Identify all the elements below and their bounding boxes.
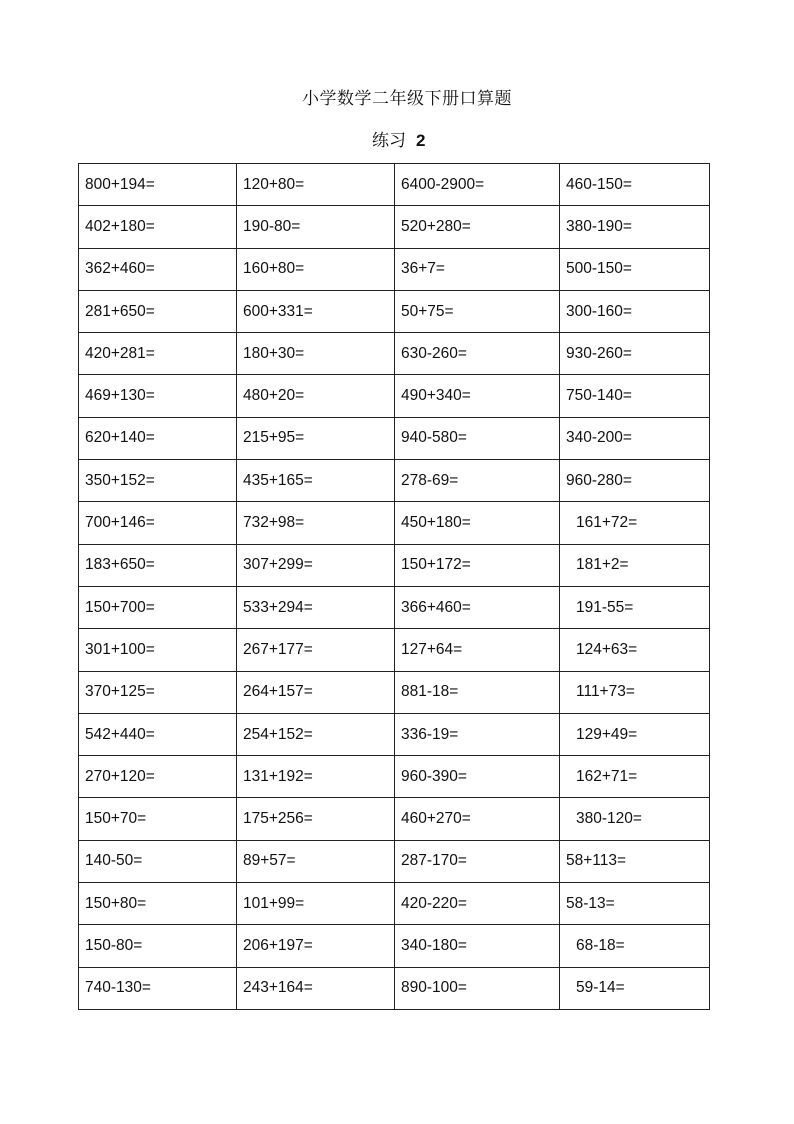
problem-cell: 150+70=	[79, 798, 237, 840]
problem-cell: 307+299=	[237, 544, 395, 586]
problem-cell: 120+80=	[237, 164, 395, 206]
problem-cell: 175+256=	[237, 798, 395, 840]
problem-cell: 301+100=	[79, 629, 237, 671]
problem-cell: 162+71=	[560, 756, 710, 798]
problem-cell: 58-13=	[560, 883, 710, 925]
problem-cell: 129+49=	[560, 713, 710, 755]
problem-cell: 380-120=	[560, 798, 710, 840]
problem-cell: 6400-2900=	[395, 164, 560, 206]
problem-cell: 36+7=	[395, 248, 560, 290]
problem-cell: 370+125=	[79, 671, 237, 713]
grid-row	[79, 798, 710, 840]
problem-cell: 181+2=	[560, 544, 710, 586]
problem-cell: 254+152=	[237, 713, 395, 755]
grid-row	[79, 375, 710, 417]
problem-cell: 68-18=	[560, 925, 710, 967]
problem-cell: 140-50=	[79, 840, 237, 882]
problem-cell: 750-140=	[560, 375, 710, 417]
problem-cell: 160+80=	[237, 248, 395, 290]
grid-row	[79, 460, 710, 502]
exercise-heading	[372, 126, 425, 151]
problem-cell: 542+440=	[79, 713, 237, 755]
problem-cell: 366+460=	[395, 586, 560, 628]
problem-cell: 264+157=	[237, 671, 395, 713]
problem-cell: 150-80=	[79, 925, 237, 967]
grid-row	[79, 925, 710, 967]
problem-cell: 700+146=	[79, 502, 237, 544]
problem-cell: 206+197=	[237, 925, 395, 967]
problem-cell: 287-170=	[395, 840, 560, 882]
problem-cell: 500-150=	[560, 248, 710, 290]
problem-cell: 800+194=	[79, 164, 237, 206]
problem-cell: 183+650=	[79, 544, 237, 586]
problem-cell: 450+180=	[395, 502, 560, 544]
problem-cell: 960-390=	[395, 756, 560, 798]
problem-cell: 215+95=	[237, 417, 395, 459]
grid-row	[79, 883, 710, 925]
problem-cell: 89+57=	[237, 840, 395, 882]
grid-row	[79, 713, 710, 755]
problem-cell: 930-260=	[560, 333, 710, 375]
exercise-number: 2	[416, 131, 426, 150]
problem-cell: 630-260=	[395, 333, 560, 375]
grid-row	[79, 417, 710, 459]
problem-cell: 469+130=	[79, 375, 237, 417]
problem-cell: 460-150=	[560, 164, 710, 206]
grid-row	[79, 206, 710, 248]
problem-cell: 480+20=	[237, 375, 395, 417]
problem-cell: 281+650=	[79, 290, 237, 332]
problem-cell: 881-18=	[395, 671, 560, 713]
problem-cell: 520+280=	[395, 206, 560, 248]
problem-cell: 127+64=	[395, 629, 560, 671]
grid-row	[79, 586, 710, 628]
arithmetic-grid-body	[79, 164, 710, 1010]
grid-row	[79, 248, 710, 290]
problem-cell: 58+113=	[560, 840, 710, 882]
problem-cell: 732+98=	[237, 502, 395, 544]
problem-cell: 267+177=	[237, 629, 395, 671]
problem-cell: 191-55=	[560, 586, 710, 628]
grid-row	[79, 967, 710, 1009]
problem-cell: 340-180=	[395, 925, 560, 967]
problem-cell: 350+152=	[79, 460, 237, 502]
problem-cell: 278-69=	[395, 460, 560, 502]
grid-row	[79, 840, 710, 882]
problem-cell: 490+340=	[395, 375, 560, 417]
problem-cell: 161+72=	[560, 502, 710, 544]
problem-cell: 59-14=	[560, 967, 710, 1009]
problem-cell: 336-19=	[395, 713, 560, 755]
grid-row	[79, 333, 710, 375]
arithmetic-grid	[78, 163, 710, 1010]
problem-cell: 180+30=	[237, 333, 395, 375]
problem-cell: 190-80=	[237, 206, 395, 248]
grid-row	[79, 629, 710, 671]
problem-cell: 402+180=	[79, 206, 237, 248]
problem-cell: 940-580=	[395, 417, 560, 459]
problem-cell: 150+700=	[79, 586, 237, 628]
problem-cell: 620+140=	[79, 417, 237, 459]
problem-cell: 243+164=	[237, 967, 395, 1009]
grid-row	[79, 502, 710, 544]
grid-row	[79, 290, 710, 332]
problem-cell: 420+281=	[79, 333, 237, 375]
problem-cell: 600+331=	[237, 290, 395, 332]
grid-row	[79, 671, 710, 713]
problem-cell: 420-220=	[395, 883, 560, 925]
problem-cell: 50+75=	[395, 290, 560, 332]
problem-cell: 124+63=	[560, 629, 710, 671]
grid-row	[79, 544, 710, 586]
page-title: 小学数学二年级下册口算题	[302, 89, 512, 109]
problem-cell: 435+165=	[237, 460, 395, 502]
problem-cell: 150+172=	[395, 544, 560, 586]
problem-cell: 960-280=	[560, 460, 710, 502]
problem-cell: 150+80=	[79, 883, 237, 925]
problem-cell: 340-200=	[560, 417, 710, 459]
problem-cell: 362+460=	[79, 248, 237, 290]
grid-row	[79, 164, 710, 206]
problem-cell: 380-190=	[560, 206, 710, 248]
problem-cell: 460+270=	[395, 798, 560, 840]
problem-cell: 131+192=	[237, 756, 395, 798]
problem-cell: 740-130=	[79, 967, 237, 1009]
problem-cell: 300-160=	[560, 290, 710, 332]
grid-row	[79, 756, 710, 798]
problem-cell: 111+73=	[560, 671, 710, 713]
problem-cell: 890-100=	[395, 967, 560, 1009]
exercise-label: 练习	[372, 131, 406, 151]
problem-cell: 101+99=	[237, 883, 395, 925]
problem-cell: 270+120=	[79, 756, 237, 798]
problem-cell: 533+294=	[237, 586, 395, 628]
